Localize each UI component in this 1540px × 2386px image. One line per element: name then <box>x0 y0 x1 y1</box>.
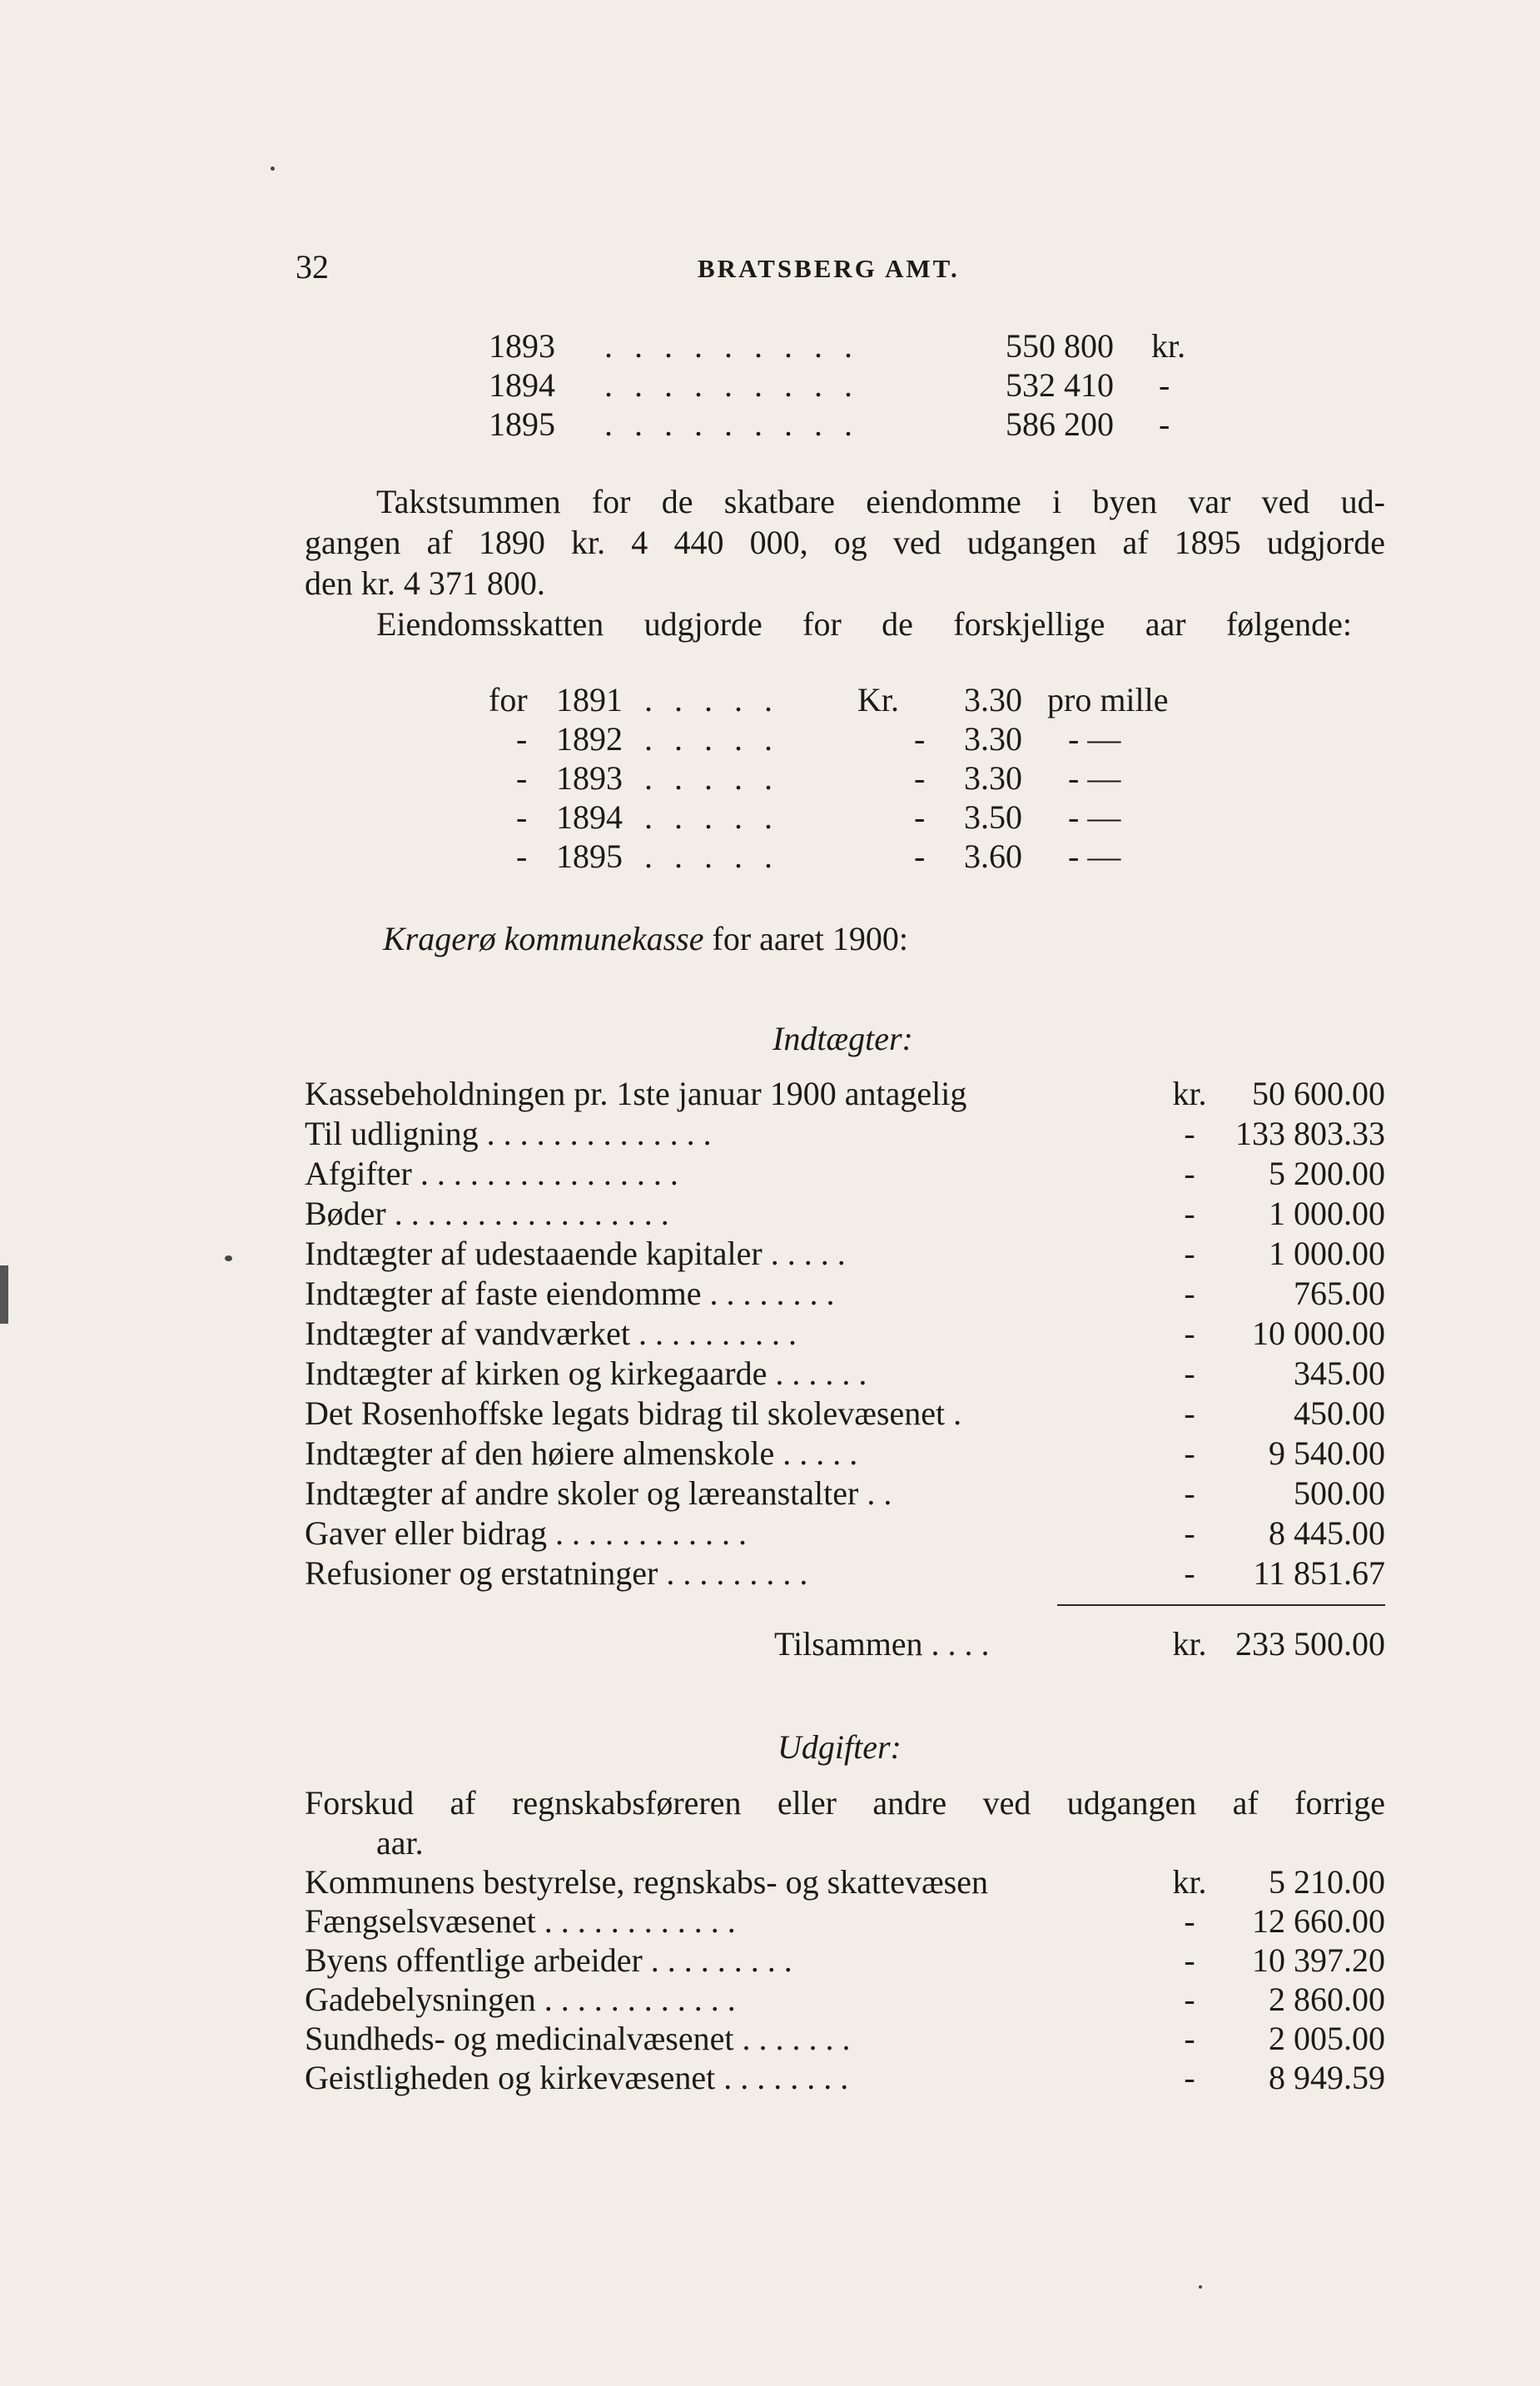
expenses-intro-line: aar. <box>376 1824 424 1862</box>
tax-rate: 3.30 <box>964 720 1022 758</box>
expense-label: Gadebelysningen . . . . . . . . . . . . <box>305 1981 736 2018</box>
tax-suffix: - — <box>1068 720 1121 758</box>
tax-rate: 3.30 <box>964 759 1022 797</box>
tax-prefix: - <box>516 798 528 836</box>
tax-dots: . . . . . <box>644 720 779 758</box>
income-total-amount: 233 500.00 <box>1235 1625 1385 1663</box>
income-label: Indtægter af kirken og kirkegaarde . . . . . . <box>305 1355 867 1392</box>
income-row <box>305 1314 1385 1353</box>
tax-rate: 3.30 <box>964 681 1022 718</box>
income-amount: 10 000.00 <box>1252 1315 1385 1352</box>
expense-row <box>305 1941 1385 1980</box>
income-label: Gaver eller bidrag . . . . . . . . . . . . <box>305 1514 747 1552</box>
income-total-unit: kr. <box>1172 1625 1207 1663</box>
income-unit: - <box>1184 1235 1195 1272</box>
income-unit: - <box>1184 1355 1195 1392</box>
income-label: Indtægter af vandværket . . . . . . . . . . <box>305 1315 797 1352</box>
expense-label: Fængselsvæsenet . . . . . . . . . . . . <box>305 1902 736 1940</box>
revenue-unit: kr. <box>1151 327 1186 365</box>
income-amount: 5 200.00 <box>1269 1155 1385 1192</box>
expense-unit: - <box>1184 1981 1195 2018</box>
expense-row <box>305 1862 1385 1901</box>
expense-unit: - <box>1184 1902 1195 1940</box>
tax-prefix: - <box>516 838 528 875</box>
revenue-dots: . . . . . . . . . <box>604 327 859 365</box>
tax-year: 1895 <box>556 838 623 875</box>
income-label: Bøder . . . . . . . . . . . . . . . . . <box>305 1195 669 1232</box>
expense-amount: 10 397.20 <box>1252 1941 1385 1979</box>
expense-amount: 8 949.59 <box>1269 2059 1385 2096</box>
income-amount: 133 803.33 <box>1235 1115 1385 1152</box>
tax-suffix: pro mille <box>1047 681 1169 718</box>
scan-edge-mark <box>0 1265 8 1324</box>
income-unit: - <box>1184 1275 1195 1312</box>
income-label: Refusioner og erstatninger . . . . . . . . . <box>305 1554 808 1592</box>
expense-amount: 2 860.00 <box>1269 1981 1385 2018</box>
income-amount: 9 540.00 <box>1269 1434 1385 1472</box>
running-title: BRATSBERG AMT. <box>698 254 960 283</box>
income-unit: kr. <box>1172 1075 1207 1112</box>
paragraph-line: Takstsummen for de skatbare eiendomme i byen var ved ud- <box>376 483 1385 520</box>
income-amount: 1 000.00 <box>1269 1195 1385 1232</box>
income-amount: 500.00 <box>1294 1474 1385 1512</box>
scan-speck <box>271 167 275 171</box>
tax-unit: - <box>914 838 926 875</box>
revenue-amount: 550 800 <box>1006 327 1114 365</box>
expense-unit: kr. <box>1172 1863 1207 1901</box>
income-unit: - <box>1184 1115 1195 1152</box>
tax-dots: . . . . . <box>644 798 779 836</box>
tax-unit: - <box>914 798 926 836</box>
income-heading: Indtægter: <box>772 1020 913 1057</box>
income-label: Til udligning . . . . . . . . . . . . . . <box>305 1115 712 1152</box>
tax-year: 1893 <box>556 759 623 797</box>
income-row <box>305 1434 1385 1473</box>
tax-year: 1891 <box>556 681 623 718</box>
income-row <box>305 1394 1385 1433</box>
income-label: Indtægter af den høiere almenskole . . . . . <box>305 1434 858 1472</box>
expense-amount: 5 210.00 <box>1269 1863 1385 1901</box>
revenue-year: 1894 <box>489 366 555 404</box>
scan-speck <box>225 1255 232 1261</box>
tax-year: 1892 <box>556 720 623 758</box>
income-row <box>305 1474 1385 1513</box>
tax-unit: Kr. <box>857 681 899 718</box>
expense-label: Byens offentlige arbeider . . . . . . . . . <box>305 1941 792 1979</box>
income-amount: 8 445.00 <box>1269 1514 1385 1552</box>
tax-unit: - <box>914 759 926 797</box>
income-unit: - <box>1184 1315 1195 1352</box>
tax-rate: 3.50 <box>964 798 1022 836</box>
income-amount: 345.00 <box>1294 1355 1385 1392</box>
revenue-year: 1893 <box>489 327 555 365</box>
revenue-dots: . . . . . . . . . <box>604 405 859 443</box>
revenue-dots: . . . . . . . . . <box>604 366 859 404</box>
paragraph-line: Eiendomsskatten udgjorde for de forskjellige aar følgende: <box>376 605 1352 643</box>
tax-prefix: - <box>516 720 528 758</box>
paragraph-line: gangen af 1890 kr. 4 440 000, og ved udgangen af 1895 udgjorde <box>305 524 1385 561</box>
income-label: Det Rosenhoffske legats bidrag til skolevæsenet . <box>305 1394 962 1432</box>
expense-row <box>305 2019 1385 2058</box>
income-unit: - <box>1184 1514 1195 1552</box>
income-row <box>305 1553 1385 1593</box>
expense-row <box>305 2058 1385 2097</box>
revenue-unit: - <box>1159 405 1170 443</box>
income-label: Indtægter af udestaaende kapitaler . . . . . <box>305 1235 846 1272</box>
income-unit: - <box>1184 1195 1195 1232</box>
tax-prefix: for <box>489 681 528 718</box>
scan-speck <box>1199 2285 1202 2289</box>
expense-unit: - <box>1184 1941 1195 1979</box>
revenue-amount: 532 410 <box>1006 366 1114 404</box>
tax-suffix: - — <box>1068 838 1121 875</box>
tax-prefix: - <box>516 759 528 797</box>
income-amount: 765.00 <box>1294 1275 1385 1312</box>
revenue-year: 1895 <box>489 405 555 443</box>
tax-unit: - <box>914 720 926 758</box>
tax-suffix: - — <box>1068 759 1121 797</box>
income-row <box>305 1194 1385 1233</box>
revenue-amount: 586 200 <box>1006 405 1114 443</box>
expense-label: Sundheds- og medicinalvæsenet . . . . . . . <box>305 2020 851 2057</box>
expense-row <box>305 1901 1385 1941</box>
income-row <box>305 1274 1385 1313</box>
expense-unit: - <box>1184 2059 1195 2096</box>
income-amount: 11 851.67 <box>1253 1554 1385 1592</box>
income-row <box>305 1354 1385 1393</box>
paragraph-line: den kr. 4 371 800. <box>305 564 545 602</box>
expense-amount: 2 005.00 <box>1269 2020 1385 2057</box>
income-row <box>305 1514 1385 1553</box>
tax-dots: . . . . . <box>644 681 779 718</box>
income-unit: - <box>1184 1155 1195 1192</box>
expense-label: Kommunens bestyrelse, regnskabs- og skattevæsen <box>305 1863 988 1901</box>
income-label: Kassebeholdningen pr. 1ste januar 1900 antagelig <box>305 1075 967 1112</box>
income-amount: 450.00 <box>1294 1394 1385 1432</box>
income-row <box>305 1074 1385 1113</box>
expenses-heading: Udgifter: <box>777 1728 902 1766</box>
tax-dots: . . . . . <box>644 838 779 875</box>
income-label: Indtægter af faste eiendomme . . . . . . . . <box>305 1275 835 1312</box>
income-total-label: Tilsammen . . . . <box>774 1625 990 1663</box>
section-heading <box>383 919 908 958</box>
income-label: Afgifter . . . . . . . . . . . . . . . . <box>305 1155 678 1192</box>
tax-suffix: - — <box>1068 798 1121 836</box>
total-rule <box>1057 1604 1385 1606</box>
income-row <box>305 1234 1385 1273</box>
expense-amount: 12 660.00 <box>1252 1902 1385 1940</box>
page-number: 32 <box>296 248 329 286</box>
income-total-row <box>305 1624 1385 1663</box>
income-unit: - <box>1184 1554 1195 1592</box>
income-unit: - <box>1184 1434 1195 1472</box>
revenue-unit: - <box>1159 366 1170 404</box>
expense-row <box>305 1980 1385 2019</box>
income-amount: 50 600.00 <box>1252 1075 1385 1112</box>
income-label: Indtægter af andre skoler og læreanstalter . . <box>305 1474 892 1512</box>
expense-unit: - <box>1184 2020 1195 2057</box>
income-unit: - <box>1184 1474 1195 1512</box>
income-row <box>305 1154 1385 1193</box>
tax-rate: 3.60 <box>964 838 1022 875</box>
expense-label: Geistligheden og kirkevæsenet . . . . . . . . <box>305 2059 849 2096</box>
section-heading-italic: Kragerø kommunekasse <box>383 920 704 957</box>
income-amount: 1 000.00 <box>1269 1235 1385 1272</box>
expenses-intro-line: Forskud af regnskabsføreren eller andre ved udgangen af forrige <box>305 1784 1385 1822</box>
tax-year: 1894 <box>556 798 623 836</box>
income-unit: - <box>1184 1394 1195 1432</box>
section-heading-rest: for aaret 1900: <box>712 920 908 957</box>
income-row <box>305 1114 1385 1153</box>
tax-dots: . . . . . <box>644 759 779 797</box>
